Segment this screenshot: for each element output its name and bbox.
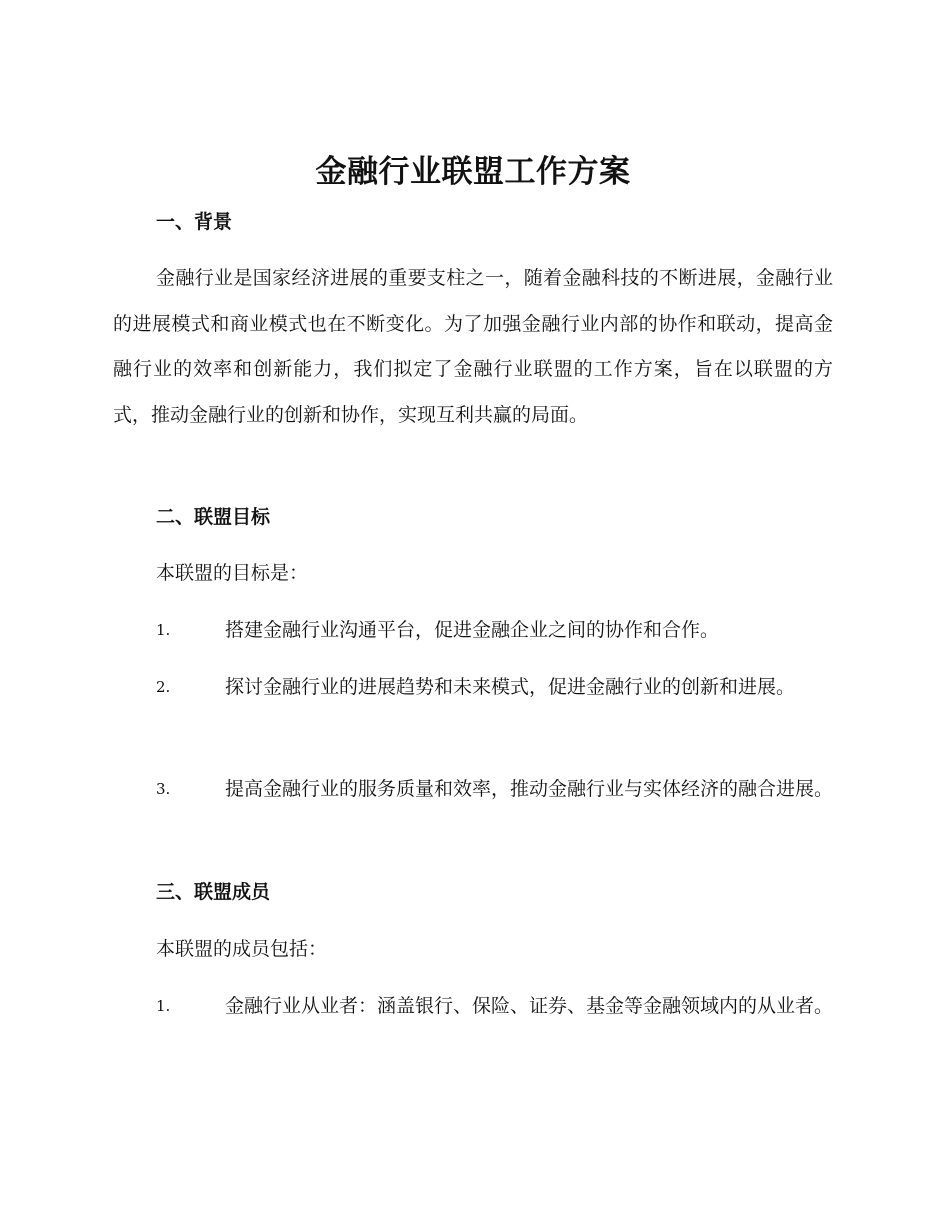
goal-item-2 xyxy=(113,665,833,711)
goal-item-text: 搭建金融行业沟通平台，促进金融企业之间的协作和合作。 xyxy=(225,619,720,641)
goal-item-text: 探讨金融行业的进展趋势和未来模式，促进金融行业的创新和进展。 xyxy=(225,676,796,698)
section-heading-members: 三、联盟成员 xyxy=(156,881,271,903)
section-heading-goals: 二、联盟目标 xyxy=(156,506,271,528)
section-heading-background: 一、背景 xyxy=(156,211,233,233)
member-item-number: 1. xyxy=(156,997,171,1015)
goal-item-3 xyxy=(113,767,833,813)
members-intro: 本联盟的成员包括： xyxy=(156,938,328,960)
goals-intro: 本联盟的目标是： xyxy=(156,562,309,584)
goal-item-number: 1. xyxy=(156,621,171,639)
background-paragraph: 金融行业是国家经济进展的重要支柱之一，随着金融科技的不断进展，金融行业的进展模式和商业模式也在不断变化。为了加强金融行业内部的协作和联动，提高金融行业的效率和创新能力，我们拟定了金融行业联盟的工作方案，旨在以联盟的方式，推动金融行业的创新和协作，实现互利共赢的局面。 xyxy=(113,267,833,426)
member-item-text: 金融行业从业者：涵盖银行、保险、证券、基金等金融领域内的从业者。 xyxy=(225,995,834,1017)
document-title: 金融行业联盟工作方案 xyxy=(315,154,631,190)
goal-item-text: 提高金融行业的服务质量和效率，推动金融行业与实体经济的融合进展。 xyxy=(225,778,834,800)
goal-item-number: 3. xyxy=(156,780,171,798)
goal-item-1 xyxy=(113,608,833,654)
goal-item-number: 2. xyxy=(156,678,171,696)
member-item-1 xyxy=(113,984,833,1030)
